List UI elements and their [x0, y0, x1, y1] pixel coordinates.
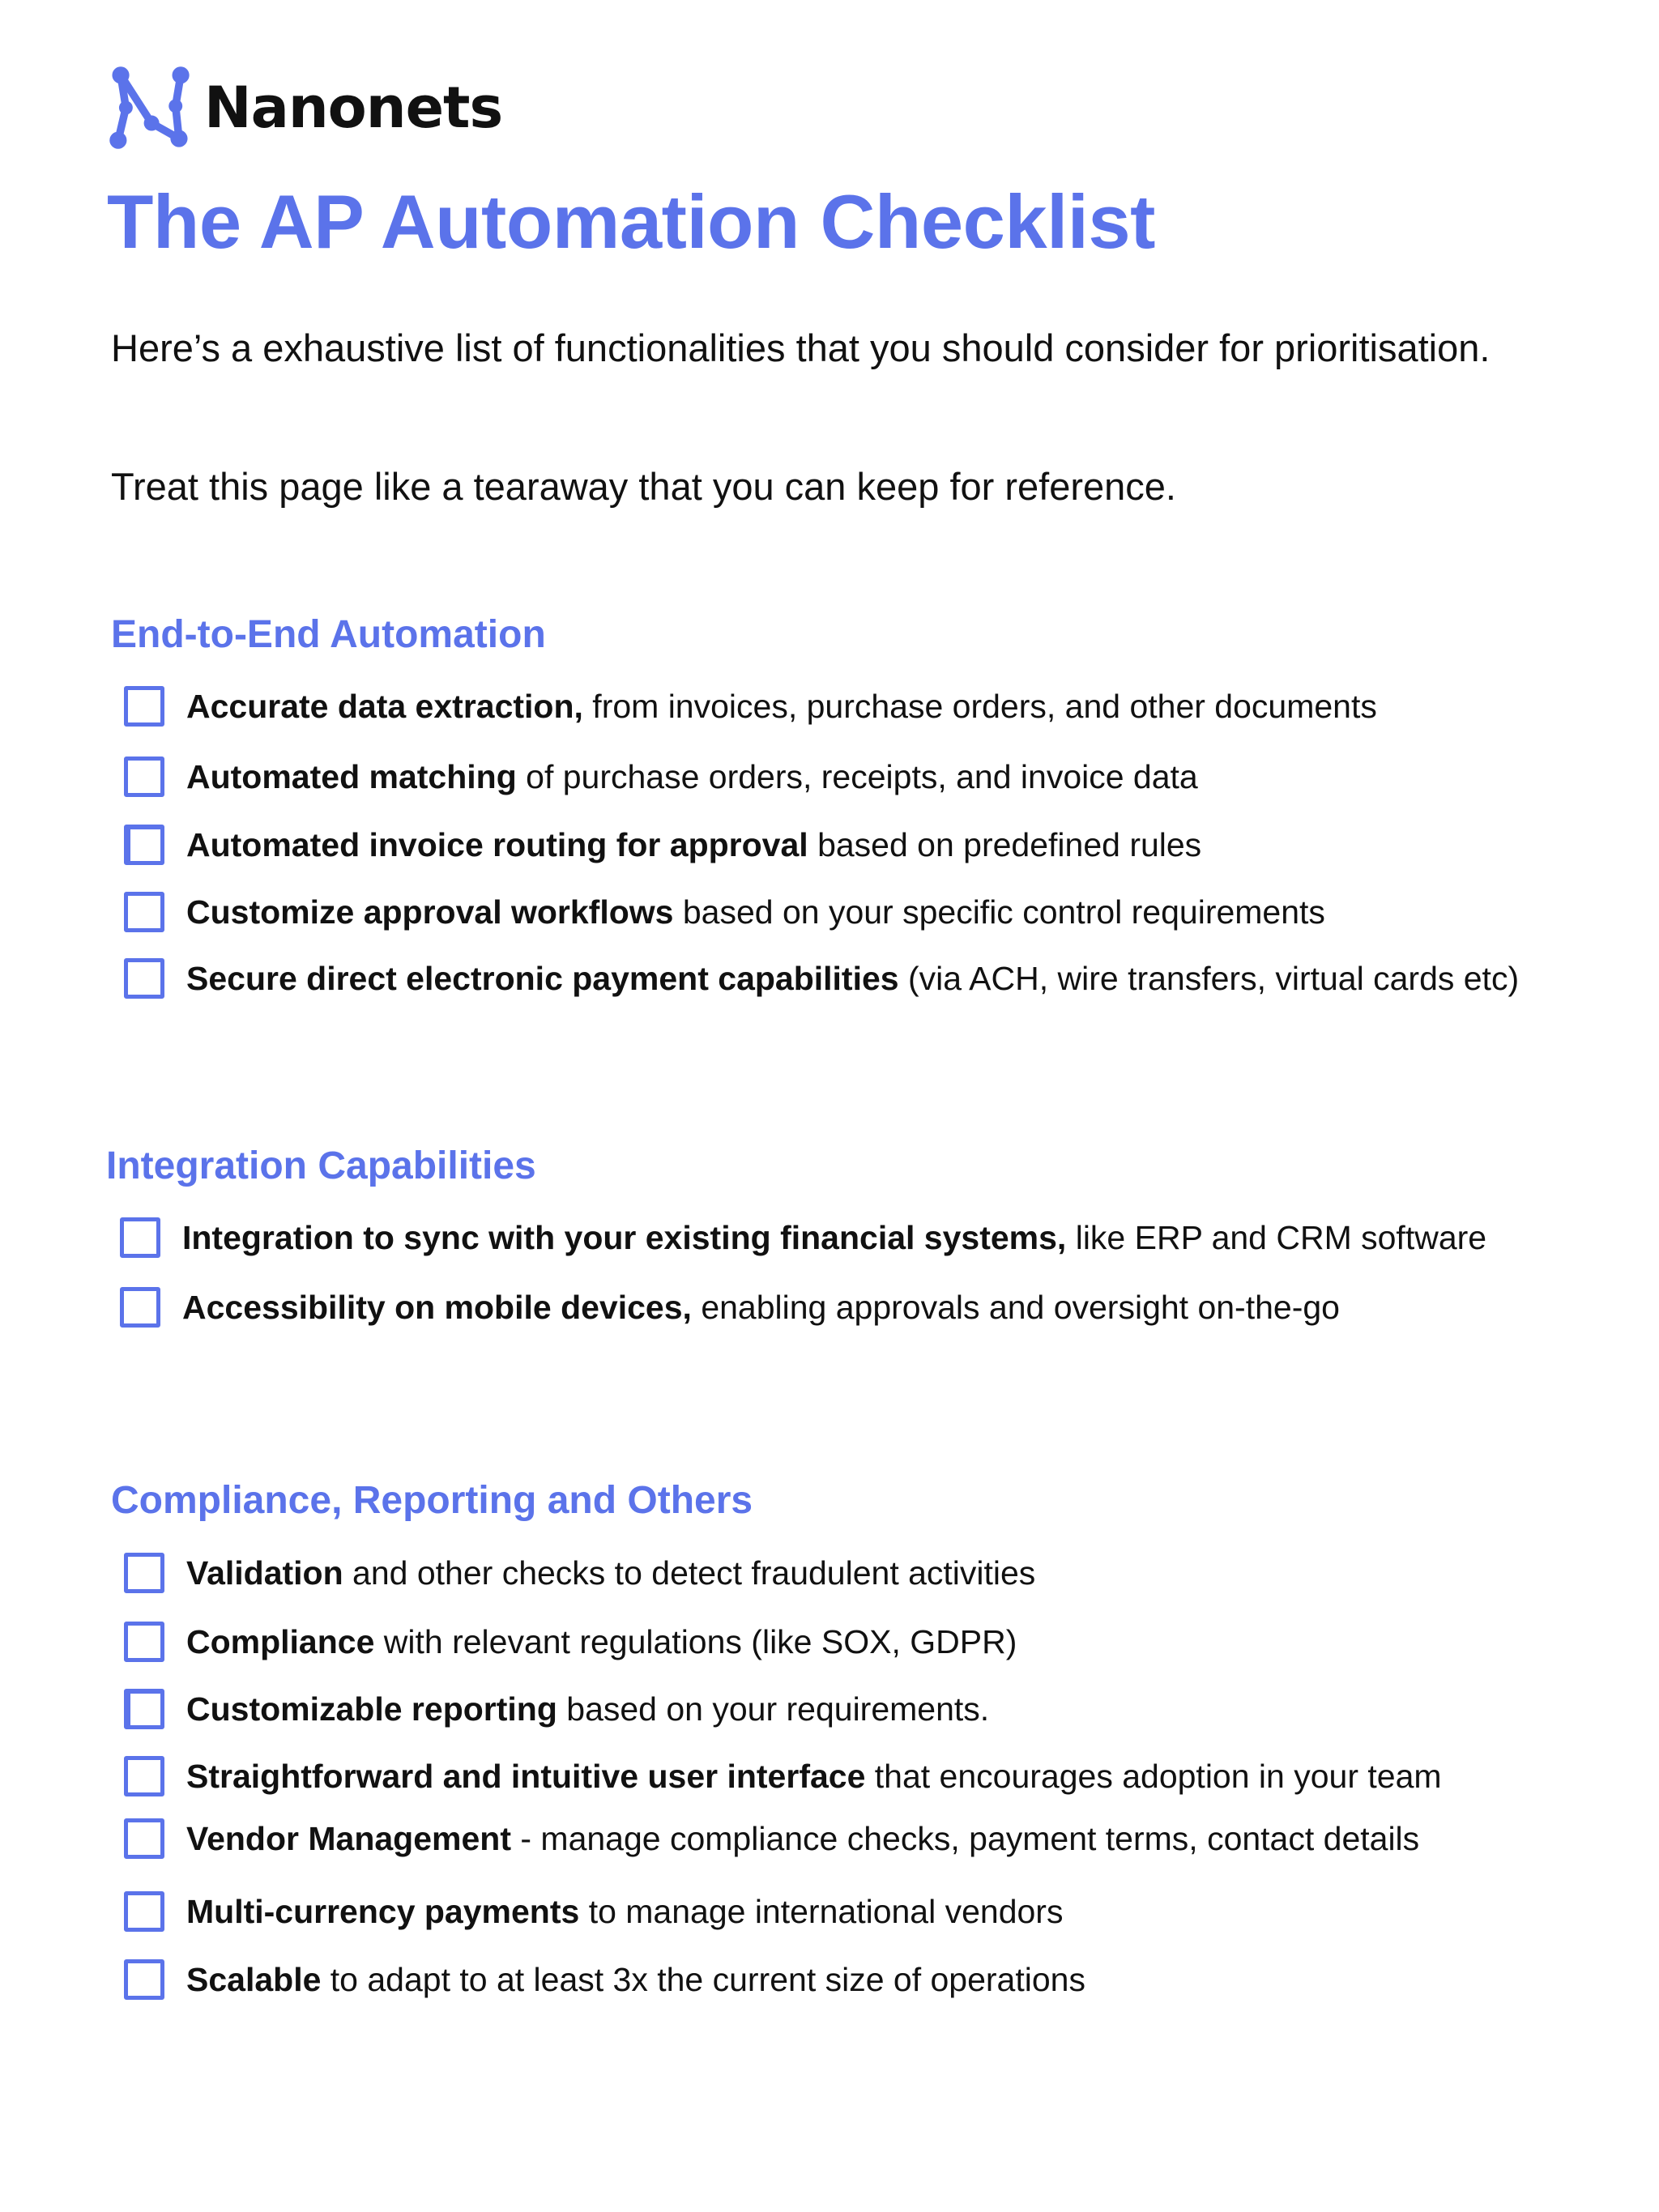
checklist-item-customizable-reporting [124, 1685, 989, 1733]
checklist-item-automated-matching [124, 752, 1198, 801]
checklist-item-accurate-data-extraction [124, 682, 1377, 731]
item-label-bold: Scalable [186, 1960, 322, 1998]
checklist-item-vendor-management [124, 1814, 1419, 1863]
item-label-bold: Compliance [186, 1622, 375, 1660]
checkbox[interactable] [124, 958, 164, 999]
checkbox[interactable] [124, 1756, 164, 1796]
item-label-bold: Customize approval workflows [186, 893, 674, 931]
section-heading-end-to-end-automation: End-to-End Automation [111, 613, 546, 656]
item-label-bold: Accessibility on mobile devices, [182, 1288, 692, 1326]
checkbox[interactable] [124, 1818, 164, 1859]
item-label-bold: Customizable reporting [186, 1690, 557, 1728]
item-label-bold: Accurate data extraction, [186, 687, 583, 725]
item-description: enabling approvals and oversight on-the-go [691, 1288, 1340, 1326]
item-label-bold: Multi-currency payments [186, 1892, 580, 1930]
item-description: based on predefined rules [808, 825, 1202, 863]
item-label-bold: Secure direct electronic payment capabilities [186, 959, 899, 997]
checklist-item-scalable [124, 1955, 1085, 2004]
item-description: based on your requirements. [557, 1690, 990, 1728]
intro-paragraph: Here’s a exhaustive list of functionalities that you should consider for prioritisation. [111, 326, 1491, 369]
item-description: and other checks to detect fraudulent activities [343, 1554, 1036, 1592]
checkbox[interactable] [124, 1891, 164, 1932]
checkbox[interactable] [124, 757, 164, 797]
item-description: - manage compliance checks, payment terms, contact details [510, 1819, 1420, 1857]
item-description: like ERP and CRM software [1066, 1218, 1487, 1256]
checkbox[interactable] [120, 1217, 160, 1258]
checklist-item-mobile-access [120, 1283, 1340, 1332]
brand-name: Nanonets [204, 75, 503, 141]
checklist-item-multi-currency [124, 1887, 1063, 1936]
page-title: The AP Automation Checklist [107, 179, 1155, 264]
checkbox[interactable] [124, 892, 164, 932]
item-label-bold: Validation [186, 1554, 343, 1592]
item-description: to manage international vendors [579, 1892, 1064, 1930]
item-description: based on your specific control requirements [673, 893, 1325, 931]
checklist-item-erp-integration [120, 1213, 1486, 1262]
checkbox[interactable] [124, 825, 164, 865]
item-description: with relevant regulations (like SOX, GDPR) [374, 1622, 1017, 1660]
checkbox[interactable] [124, 1622, 164, 1662]
checklist-item-electronic-payment [124, 954, 1519, 1003]
item-label-bold: Automated matching [186, 757, 517, 795]
item-description: from invoices, purchase orders, and other documents [582, 687, 1377, 725]
item-description: that encourages adoption in your team [865, 1757, 1442, 1795]
checkbox[interactable] [124, 1959, 164, 2000]
checkbox[interactable] [124, 1553, 164, 1593]
brand-logo [107, 63, 502, 152]
checklist-item-invoice-routing [124, 820, 1201, 869]
checklist-item-approval-workflows [124, 888, 1325, 936]
checklist-item-validation [124, 1549, 1035, 1597]
item-description: to adapt to at least 3x the current size of operations [321, 1960, 1085, 1998]
nanonets-network-n-icon [107, 63, 193, 152]
item-label-bold: Integration to sync with your existing financial systems, [182, 1218, 1067, 1256]
section-heading-integration-capabilities: Integration Capabilities [106, 1144, 536, 1187]
checklist-item-compliance [124, 1617, 1017, 1666]
intro-note: Treat this page like a tearaway that you can keep for reference. [111, 465, 1176, 508]
checklist-item-user-interface [124, 1752, 1442, 1801]
item-label-bold: Automated invoice routing for approval [186, 825, 808, 863]
item-description: (via ACH, wire transfers, virtual cards etc) [898, 959, 1520, 997]
item-label-bold: Vendor Management [186, 1819, 511, 1857]
item-description: of purchase orders, receipts, and invoice data [516, 757, 1198, 795]
checkbox[interactable] [124, 1689, 164, 1729]
section-heading-compliance-reporting: Compliance, Reporting and Others [111, 1479, 753, 1522]
checkbox[interactable] [124, 686, 164, 727]
checkbox[interactable] [120, 1287, 160, 1328]
item-label-bold: Straightforward and intuitive user interface [186, 1757, 866, 1795]
